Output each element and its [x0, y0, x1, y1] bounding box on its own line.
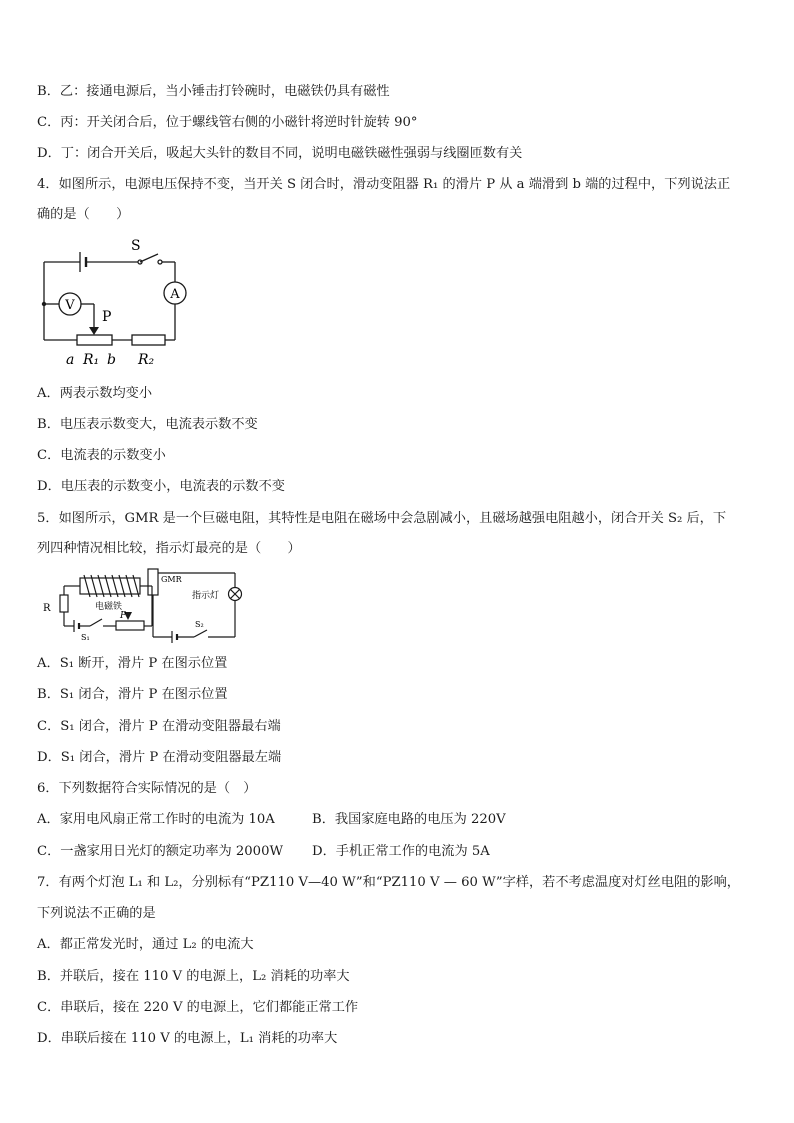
r1-label: R₁	[83, 352, 100, 368]
q4-circuit-diagram	[40, 236, 190, 371]
q7-option-b: B．并联后，接在 110 V 的电源上，L₂ 消耗的功率大	[37, 969, 350, 984]
q7-option-a: A．都正常发光时，通过 L₂ 的电流大	[37, 937, 254, 952]
q4-option-d: D．电压表的示数变小，电流表的示数不变	[37, 479, 285, 494]
slider-arrow	[89, 327, 99, 335]
q6-option-d: D．手机正常工作的电流为 5A	[312, 844, 490, 859]
q6-options-row2	[37, 842, 764, 862]
q5-option-c: C．S₁ 闭合，滑片 P 在滑动变阻器最右端	[37, 719, 281, 734]
q5-option-a: A．S₁ 断开，滑片 P 在图示位置	[37, 656, 228, 671]
q3-option-b: B．乙：接通电源后，当小锤击打铃碗时，电磁铁仍具有磁性	[37, 84, 390, 99]
resistor-r	[60, 595, 68, 612]
r2-label: R₂	[138, 352, 155, 368]
switch-contact	[158, 260, 162, 264]
q6-options-row1	[37, 810, 764, 830]
q3-option-d: D．丁：闭合开关后，吸起大头针的数目不同，说明电磁铁磁性强弱与线圈匝数有关	[37, 146, 523, 161]
q4-option-a: A．两表示数均变小	[37, 386, 153, 401]
q5-option-b: B．S₁ 闭合，滑片 P 在图示位置	[37, 687, 228, 702]
s1-label: S₁	[81, 633, 90, 642]
s2-label: S₂	[195, 620, 204, 629]
q4-option-c: C．电流表的示数变小	[37, 448, 166, 463]
q7-option-d: D．串联后接在 110 V 的电源上，L₁ 消耗的功率大	[37, 1031, 338, 1046]
electromagnet-label: 电磁铁	[95, 602, 123, 612]
q4-stem-line2: 确的是（ ）	[37, 207, 130, 222]
rheostat	[116, 621, 144, 630]
q5-stem-line1: 5．如图所示，GMR 是一个巨磁电阻，其特性是电阻在磁场中会急剧减小，且磁场越强电阻越小，闭合开关 S₂ 后，下	[37, 511, 727, 526]
junction-dot	[42, 302, 46, 306]
q3-option-c: C．丙：开关闭合后，位于螺线管右侧的小磁针将逆时针旋转 90°	[37, 115, 418, 130]
q4-stem-line1: 4．如图所示，电源电压保持不变，当开关 S 闭合时，滑动变阻器 R₁ 的滑片 P 从 a 端滑到 b 端的过程中，下列说法正	[37, 177, 731, 192]
rheostat-r1	[77, 335, 112, 345]
gmr-resistor	[148, 569, 158, 595]
q5-gmr-diagram	[40, 565, 270, 643]
lamp-label: 指示灯	[192, 591, 220, 601]
q4-option-b: B．电压表示数变大，电流表示数不变	[37, 417, 258, 432]
r-label: R	[43, 603, 51, 614]
q7-stem-line2: 下列说法不正确的是	[37, 906, 156, 921]
q7-option-c: C．串联后，接在 220 V 的电源上，它们都能正常工作	[37, 1000, 359, 1015]
switch-label: S	[131, 238, 141, 254]
resistor-r2	[132, 335, 165, 345]
q6-option-c: C．一盏家用日光灯的额定功率为 2000W	[37, 844, 284, 859]
q5-stem-line2: 列四种情况相比较，指示灯最亮的是（ ）	[37, 541, 301, 556]
end-a-label: a	[66, 352, 75, 368]
switch-blade	[140, 254, 158, 262]
q7-stem-line1: 7．有两个灯泡 L₁ 和 L₂，分别标有“PZ110 V—40 W”和“PZ110 V — 60 W”字样，若不考虑温度对灯丝电阻的影响，	[37, 875, 740, 890]
gmr-label: GMR	[161, 575, 182, 584]
slider-label: P	[102, 309, 112, 325]
p-label: P	[120, 611, 127, 621]
q6-option-a: A．家用电风扇正常工作时的电流为 10A	[37, 812, 275, 827]
voltmeter-label: V	[65, 298, 75, 313]
q6-stem: 6．下列数据符合实际情况的是（ ）	[37, 781, 257, 796]
ammeter-label: A	[170, 287, 180, 302]
q6-option-b: B．我国家庭电路的电压为 220V	[312, 812, 506, 827]
end-b-label: b	[107, 352, 116, 368]
q5-option-d: D．S₁ 闭合，滑片 P 在滑动变阻器最左端	[37, 750, 282, 765]
